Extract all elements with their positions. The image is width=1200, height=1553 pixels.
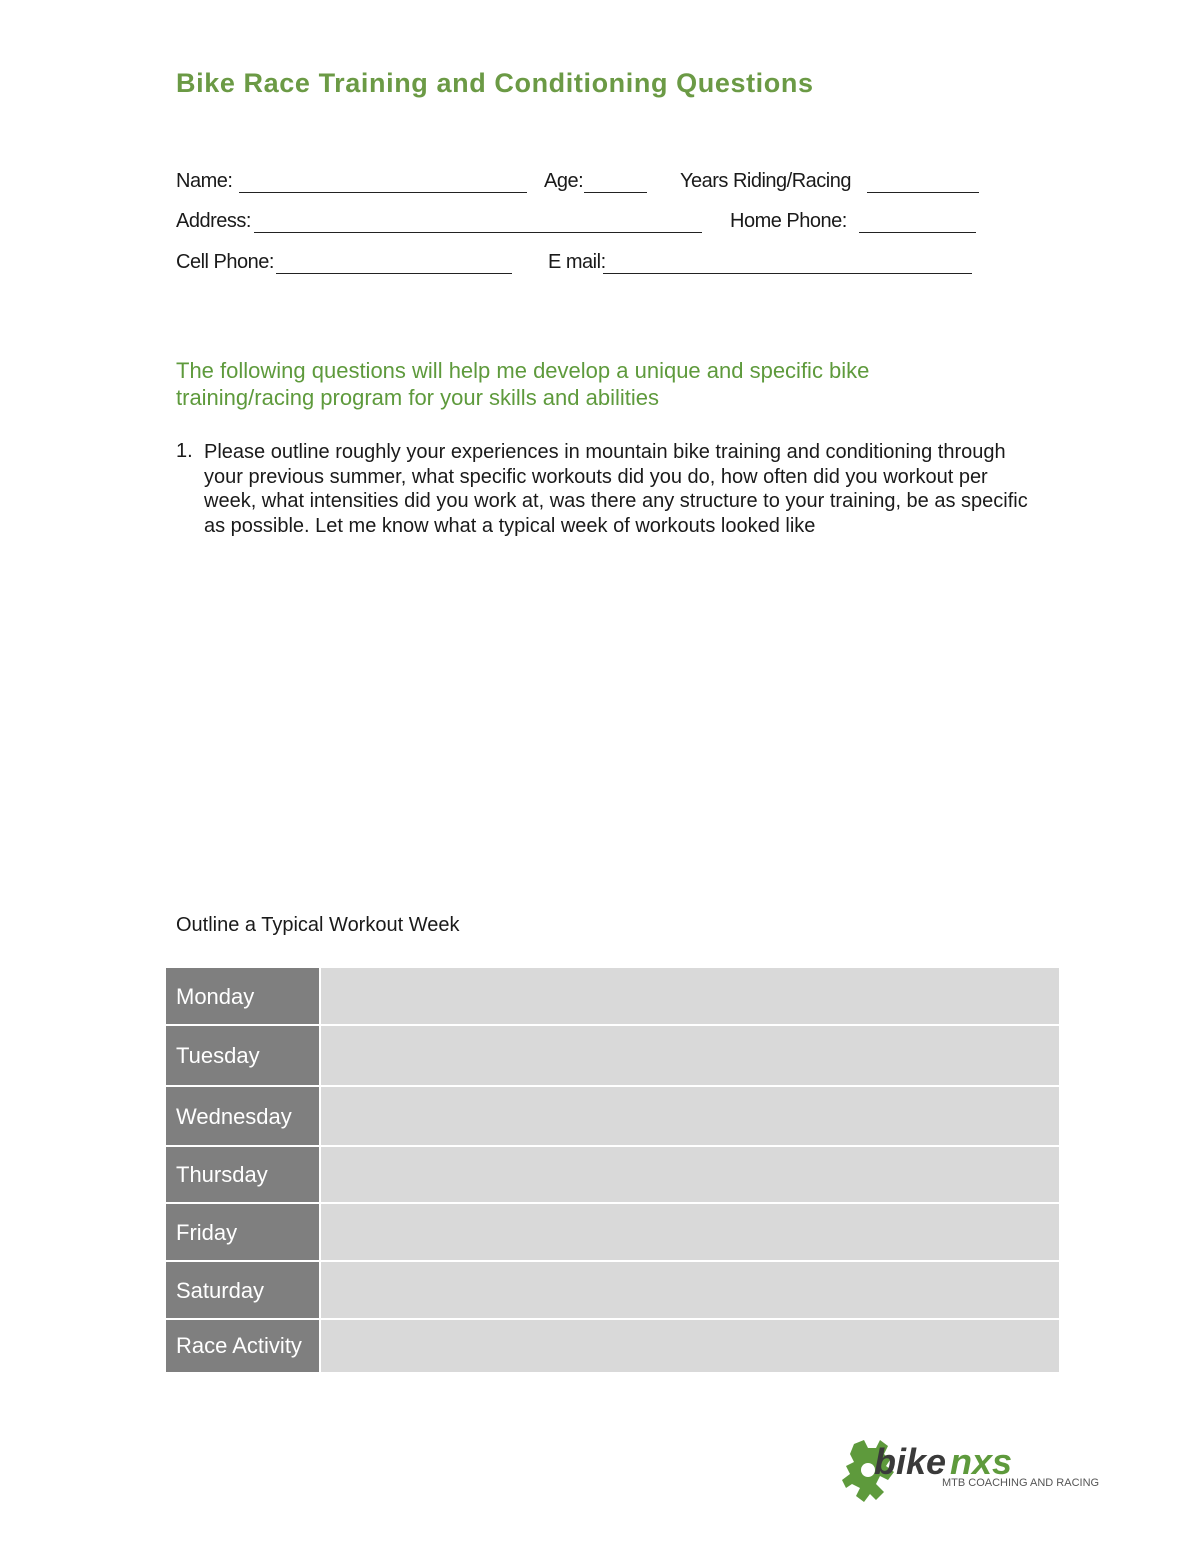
cell-phone-label: Cell Phone: xyxy=(176,251,274,273)
svg-text:nxs: nxs xyxy=(950,1441,1013,1482)
day-label: Race Activity xyxy=(166,1319,320,1372)
table-row xyxy=(166,1086,1059,1146)
day-entry-cell[interactable] xyxy=(320,1203,1059,1261)
question-number: 1. xyxy=(176,440,193,462)
day-label: Friday xyxy=(166,1203,320,1261)
question-text: Please outline roughly your experiences in mountain bike training and conditioning through your previous summer, what specific workouts did you do, how often did you workout per week, what intensities did you work at, was there any structure to your training, be as specific as possible. Let me know what a typical week of workouts looked like xyxy=(204,441,1028,538)
age-label: Age: xyxy=(544,170,584,192)
day-label: Monday xyxy=(166,968,320,1025)
table-row xyxy=(166,968,1059,1025)
gear-logo-icon xyxy=(840,1436,1110,1512)
svg-text:bike: bike xyxy=(874,1441,947,1482)
table-row xyxy=(166,1025,1059,1086)
table-row xyxy=(166,1203,1059,1261)
email-label: E mail: xyxy=(548,251,606,273)
email-field[interactable] xyxy=(603,273,972,274)
age-field[interactable] xyxy=(584,192,647,193)
bikenxs-logo xyxy=(840,1436,1110,1512)
svg-text:MTB COACHING AND RACING: MTB COACHING AND RACING xyxy=(942,1477,1100,1489)
table-row xyxy=(166,1146,1059,1203)
question-answer-area[interactable] xyxy=(204,570,1034,890)
cell-phone-field[interactable] xyxy=(276,273,512,274)
day-entry-cell[interactable] xyxy=(320,1261,1059,1319)
years-riding-label: Years Riding/Racing xyxy=(680,170,851,192)
name-field[interactable] xyxy=(239,192,527,193)
years-riding-field[interactable] xyxy=(867,192,979,193)
table-row xyxy=(166,1319,1059,1372)
day-entry-cell[interactable] xyxy=(320,1086,1059,1146)
workout-week-label: Outline a Typical Workout Week xyxy=(176,914,460,936)
day-label: Tuesday xyxy=(166,1025,320,1086)
address-field[interactable] xyxy=(254,232,702,233)
home-phone-label: Home Phone: xyxy=(730,210,847,232)
address-label: Address: xyxy=(176,210,251,232)
name-label: Name: xyxy=(176,170,233,192)
day-entry-cell[interactable] xyxy=(320,1146,1059,1203)
day-entry-cell[interactable] xyxy=(320,968,1059,1025)
table-row xyxy=(166,1261,1059,1319)
page-title: Bike Race Training and Conditioning Questions xyxy=(176,68,814,98)
workout-week-table xyxy=(166,968,1059,1372)
day-label: Thursday xyxy=(166,1146,320,1203)
day-entry-cell[interactable] xyxy=(320,1025,1059,1086)
intro-text: The following questions will help me develop a unique and specific bike training/racing program for your skills and abilities xyxy=(176,358,870,410)
home-phone-field[interactable] xyxy=(859,232,976,233)
day-label: Saturday xyxy=(166,1261,320,1319)
day-label: Wednesday xyxy=(166,1086,320,1146)
day-entry-cell[interactable] xyxy=(320,1319,1059,1372)
